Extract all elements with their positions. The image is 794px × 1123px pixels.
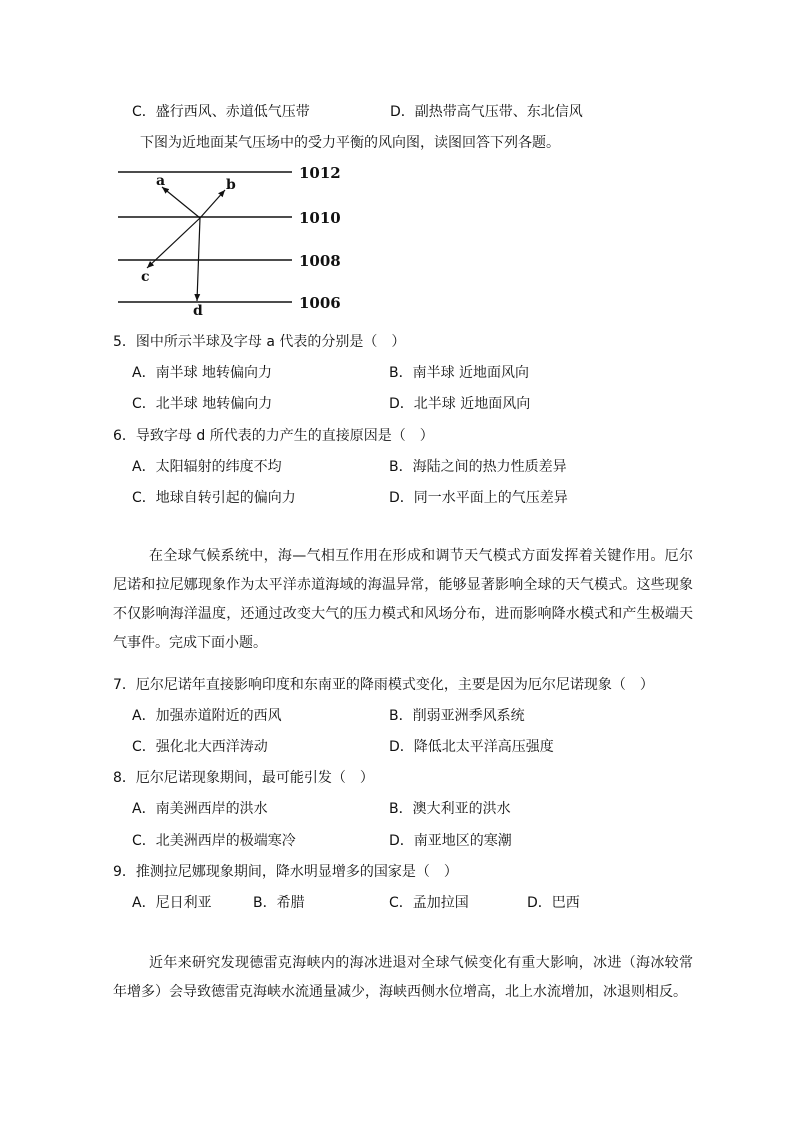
question-9-option-c: C．孟加拉国 (389, 895, 469, 911)
question-9-option-d: D．巴西 (527, 895, 580, 911)
prev-option-c: C．盛行西风、赤道低气压带 (132, 104, 310, 120)
question-6-stem: 6．导致字母 d 所代表的力产生的直接原因是（ ） (113, 428, 434, 444)
arrow-label-d: d (193, 303, 203, 319)
question-7-option-d: D．降低北太平洋高压强度 (389, 739, 554, 755)
arrow-a (162, 187, 200, 218)
passage-el-nino: 在全球气候系统中，海—气相互作用在形成和调节天气模式方面发挥着关键作用。厄尔尼诺和拉尼娜现象作为太平洋赤道海域的海温异常，能够显著影响全球的天气模式。这些现象不仅影响海洋温度，还通过改变大气的压力模式和风场分布，进而影响降水模式和产生极端天气事件。完成下面小题。 (113, 548, 693, 651)
question-6-option-d: D．同一水平面上的气压差异 (389, 490, 568, 506)
question-8-option-b: B．澳大利亚的洪水 (389, 801, 511, 817)
figure-intro: 下图为近地面某气压场中的受力平衡的风向图，读图回答下列各题。 (140, 135, 560, 151)
question-6-option-a: A．太阳辐射的纬度不均 (132, 459, 282, 475)
question-6-option-c: C．地球自转引起的偏向力 (132, 490, 296, 506)
question-8-option-c: C．北美洲西岸的极端寒冷 (132, 833, 296, 849)
question-7-option-c: C．强化北大西洋涛动 (132, 739, 268, 755)
question-5-option-b: B．南半球 近地面风向 (389, 365, 530, 381)
question-7-option-b: B．削弱亚洲季风系统 (389, 708, 525, 724)
question-5-option-a: A．南半球 地转偏向力 (132, 365, 273, 381)
prev-option-d: D．副热带高气压带、东北信风 (390, 104, 583, 120)
question-9-option-b: B．希腊 (253, 895, 305, 911)
arrow-label-b: b (226, 177, 236, 193)
question-9-option-a: A．尼日利亚 (132, 895, 212, 911)
isobar-label-1012: 1012 (299, 164, 341, 182)
question-5-option-d: D．北半球 近地面风向 (389, 396, 531, 412)
question-7-option-a: A．加强赤道附近的西风 (132, 708, 282, 724)
question-5-option-c: C．北半球 地转偏向力 (132, 396, 273, 412)
question-8-option-d: D．南亚地区的寒潮 (389, 833, 512, 849)
question-8-stem: 8．厄尔尼诺现象期间，最可能引发（ ） (113, 770, 374, 786)
wind-force-diagram (112, 160, 352, 320)
isobar-label-1006: 1006 (299, 294, 341, 312)
passage-drake-passage: 近年来研究发现德雷克海峡内的海冰进退对全球气候变化有重大影响，冰进（海冰较常年增多）会导致德雷克海峡水流通量减少，海峡西侧水位增高，北上水流增加，冰退则相反。 (113, 955, 693, 1000)
isobar-label-1010: 1010 (299, 209, 341, 227)
question-6-option-b: B．海陆之间的热力性质差异 (389, 459, 567, 475)
question-5-stem: 5．图中所示半球及字母 a 代表的分别是（ ） (113, 334, 406, 350)
arrow-b (200, 190, 225, 218)
arrow-label-a: a (156, 173, 166, 189)
question-7-stem: 7．厄尔尼诺年直接影响印度和东南亚的降雨模式变化，主要是因为厄尔尼诺现象（ ） (113, 677, 654, 693)
question-9-stem: 9．推测拉尼娜现象期间，降水明显增多的国家是（ ） (113, 864, 458, 880)
arrow-label-c: c (141, 269, 150, 285)
isobar-label-1008: 1008 (299, 252, 341, 270)
question-8-option-a: A．南美洲西岸的洪水 (132, 801, 268, 817)
